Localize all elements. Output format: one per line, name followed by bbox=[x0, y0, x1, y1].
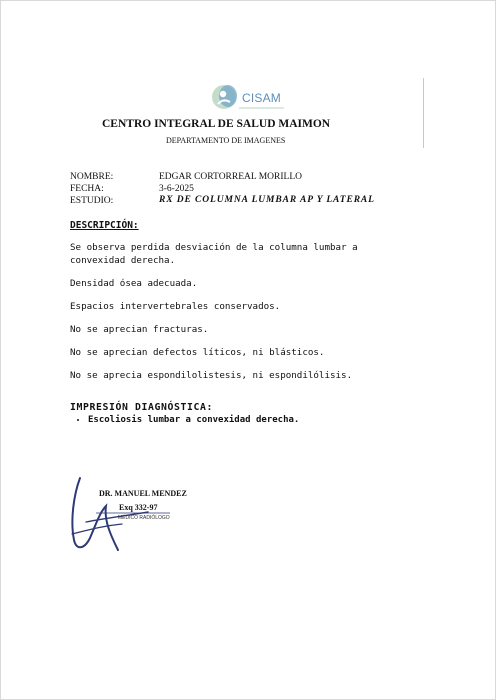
finding-item: No se aprecian defectos líticos, ni blásticos. bbox=[70, 347, 325, 358]
organization-name: CENTRO INTEGRAL DE SALUD MAIMON bbox=[102, 118, 331, 130]
signature-title: MÉDICO RADIÓLOGO bbox=[118, 515, 170, 521]
study-date: 3-6-2025 bbox=[159, 184, 194, 194]
finding-item: Densidad ósea adecuada. bbox=[70, 278, 198, 289]
study-name: RX DE COLUMNA LUMBAR AP Y LATERAL bbox=[159, 195, 375, 205]
signature-block bbox=[66, 472, 206, 557]
impression-item: • Escoliosis lumbar a convexidad derecha. bbox=[88, 415, 299, 425]
header-divider bbox=[423, 78, 424, 148]
study-label: ESTUDIO: bbox=[70, 196, 114, 206]
signature-exequatur: Exq 332-97 bbox=[119, 503, 158, 512]
cisam-logo bbox=[206, 82, 286, 112]
finding-item: Se observa perdida desviación de la columna lumbar a convexidad derecha. bbox=[70, 242, 358, 266]
patient-name: EDGAR CORTORREAL MORILLO bbox=[159, 172, 302, 182]
name-label: NOMBRE: bbox=[70, 172, 114, 182]
department-name: DEPARTAMENTO DE IMAGENES bbox=[166, 136, 286, 145]
description-title: DESCRIPCIÓN: bbox=[70, 220, 139, 231]
date-label: FECHA: bbox=[70, 184, 104, 194]
finding-item: No se aprecia espondilolistesis, ni espondilólisis. bbox=[70, 370, 353, 381]
logo-text: CISAM bbox=[242, 91, 282, 105]
signature-name: DR. MANUEL MENDEZ bbox=[99, 489, 187, 498]
impression-list bbox=[70, 415, 299, 425]
finding-item: No se aprecian fracturas. bbox=[70, 324, 209, 335]
finding-item: Espacios intervertebrales conservados. bbox=[70, 301, 281, 312]
impression-title: IMPRESIÓN DIAGNÓSTICA: bbox=[70, 402, 213, 413]
